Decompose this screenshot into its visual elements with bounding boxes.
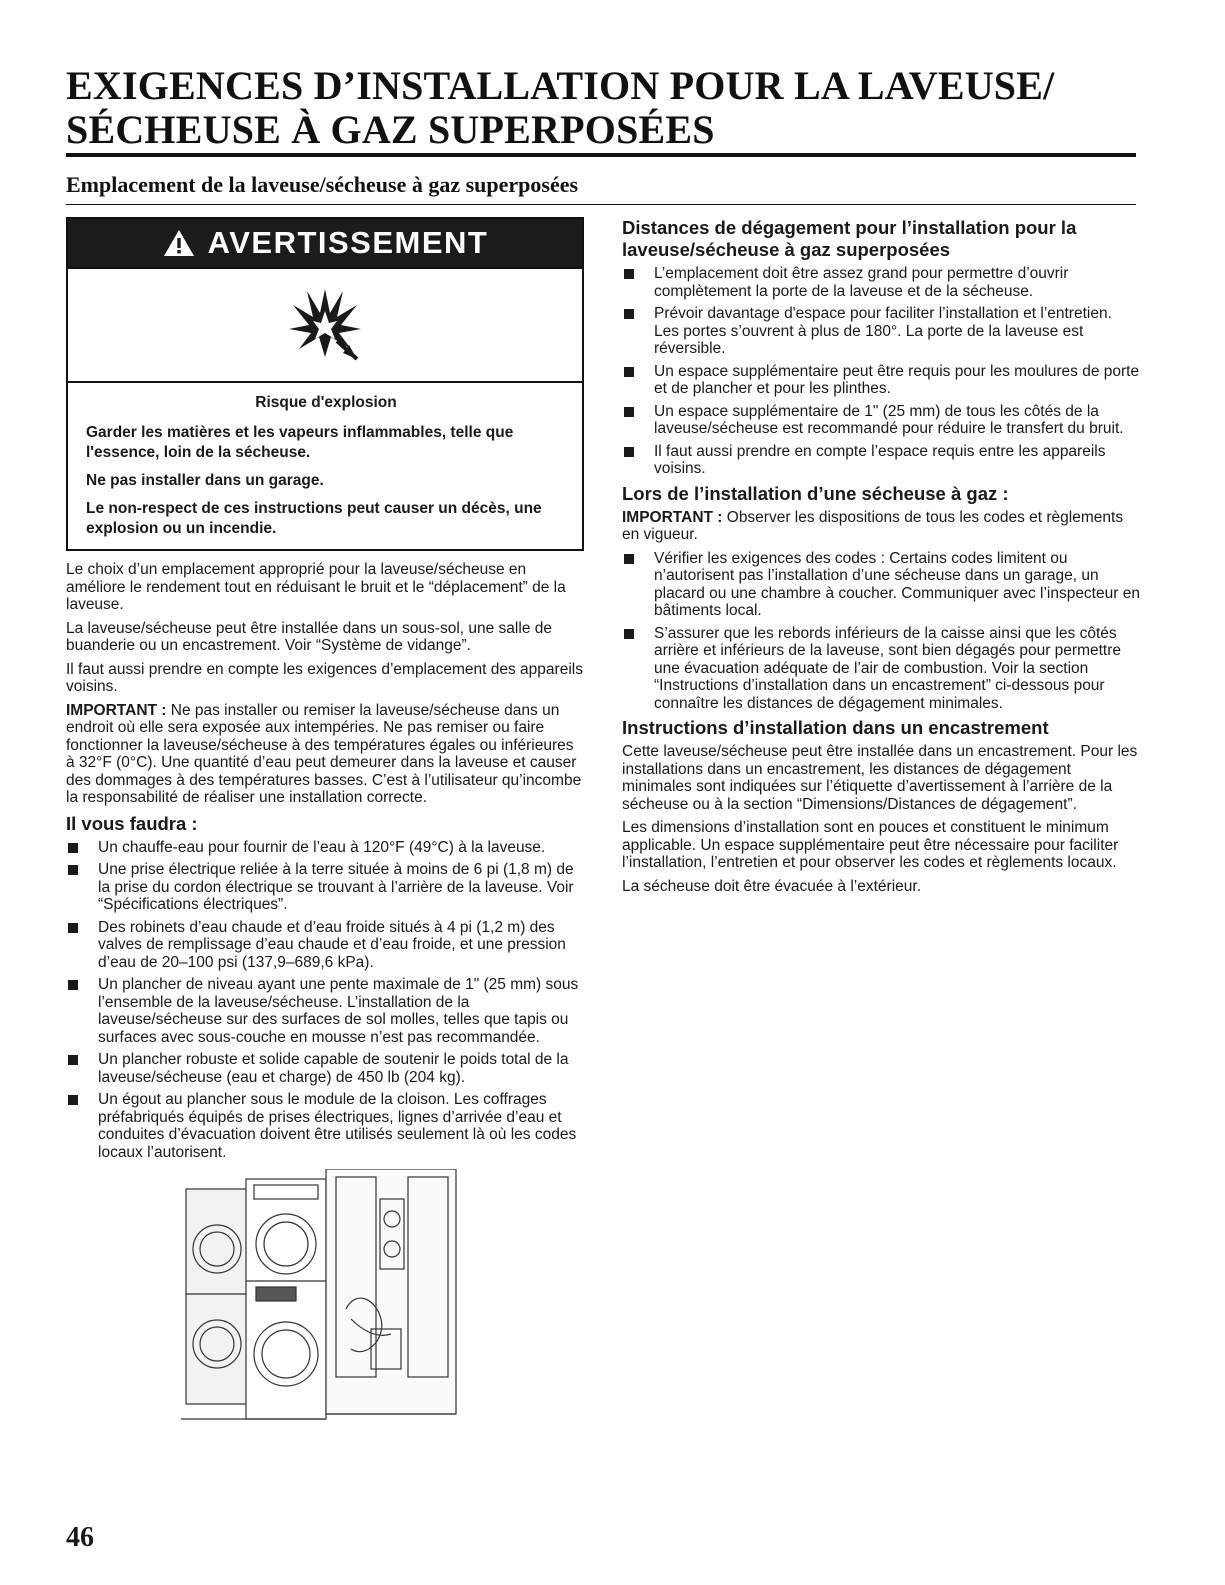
section-rule — [66, 204, 1136, 205]
bullet-square-icon — [68, 1095, 78, 1105]
needs-heading: Il vous faudra : — [66, 812, 198, 834]
right-text — [622, 217, 1140, 895]
list-item: Des robinets d’eau chaude et d’eau froide situés à 4 pi (1,2 m) des valves de remplissage d’eau chaude et d’eau froide, et une pression d’eau de 20–100 psi (137,9–689,6 kPa). — [66, 919, 584, 972]
bullet-square-icon — [624, 407, 634, 417]
bullet-square-icon — [68, 980, 78, 990]
bullet-square-icon — [68, 865, 78, 875]
gas-list — [622, 550, 1140, 713]
paragraph: La laveuse/sécheuse peut être installée dans un sous-sol, une salle de buanderie ou un encastrement. Voir “Système de vidange”. — [66, 619, 552, 654]
important-text: Observer les dispositions de tous les codes et règlements en vigueur. — [622, 508, 1124, 543]
bullet-square-icon — [624, 269, 634, 279]
warning-banner — [68, 219, 582, 269]
explosion-icon — [285, 283, 365, 368]
right-column — [622, 217, 1140, 901]
left-text — [66, 561, 584, 1161]
clearance-list — [622, 265, 1140, 478]
list-item: Une prise électrique reliée à la terre située à moins de 6 pi (1,8 m) de la prise du cordon électrique se trouvant à l’arrière de la laveuse. Voir “Spécifications électriques”. — [66, 861, 584, 914]
section-heading: Emplacement de la laveuse/sécheuse à gaz superposées — [66, 172, 579, 197]
clearance-heading: Distances de dégagement pour l’installation pour la laveuse/sécheuse à gaz superposées — [622, 217, 1077, 260]
paragraph: Les dimensions d’installation sont en pouces et constituent le minimum applicable. Un espace supplémentaire peut être nécessaire pour faciliter l’installation, l’entretien et pour observer les codes et règlements locaux. — [622, 819, 1119, 871]
list-item: Prévoir davantage d'espace pour faciliter l’installation et l’entretien. Les portes s’ouvrent à plus de 180°. La porte de la laveuse est réversible. — [622, 305, 1140, 358]
important-label: IMPORTANT : — [622, 508, 723, 526]
important-label: IMPORTANT : — [66, 701, 167, 719]
needs-list — [66, 839, 584, 1162]
list-item: Il faut aussi prendre en compte l’espace requis entre les appareils voisins. — [622, 443, 1140, 478]
warning-triangle-icon — [162, 228, 196, 258]
bullet-square-icon — [68, 843, 78, 853]
gas-important-paragraph — [622, 509, 1140, 544]
bullet-square-icon — [624, 447, 634, 457]
warning-line: Le non-respect de ces instructions peut causer un décès, une explosion ou un incendie. — [86, 500, 542, 537]
gas-heading: Lors de l’installation d’une sécheuse à gaz : — [622, 482, 1009, 504]
important-text: Ne pas installer ou remiser la laveuse/sécheuse dans un endroit où elle sera exposée aux intempéries. Ne pas remiser ou faire fonctionner la laveuse/sécheuse à des températures égales ou inférieures à 32°F (0°C). Une quantité d’eau peut demeurer dans la laveuse et causer des dommages à des températures basses. C’est à l’utilisateur qu’incombe la responsabilité de réaliser une installation correcte. — [66, 701, 582, 806]
list-item: S’assurer que les rebords inférieurs de la caisse ainsi que les côtés arrière et inférieurs de la laveuse, sont bien dégagés pour permettre une évacuation adéquate de l’air de combustion. Voir la section “Instructions d’installation dans un encastrement” ci-dessous pour connaître les distances de dégagement minimales. — [622, 625, 1140, 713]
list-item: Un espace supplémentaire peut être requis pour les moulures de porte et de plancher et pour les plinthes. — [622, 363, 1140, 398]
list-item: Vérifier les exigences des codes : Certains codes limitent ou n’autorisent pas l’installation d’une sécheuse dans un garage, un placard ou une chambre à coucher. Communiquer avec l’inspecteur en bâtiments local. — [622, 550, 1140, 620]
bullet-square-icon — [624, 309, 634, 319]
warning-label: AVERTISSEMENT — [207, 225, 489, 260]
bullet-square-icon — [624, 367, 634, 377]
paragraph: La sécheuse doit être évacuée à l’extérieur. — [622, 877, 921, 895]
list-item: Un égout au plancher sous le module de la cloison. Les coffrages préfabriqués équipés de prises électriques, lignes d’arrivée d’eau et conduites d’évacuation doivent être utilisés seulement là où les codes locaux l’autorisent. — [66, 1091, 584, 1161]
list-item: Un chauffe-eau pour fournir de l’eau à 120°F (49°C) à la laveuse. — [66, 839, 584, 857]
paragraph: Cette laveuse/sécheuse peut être installée dans un encastrement. Pour les installations dans un encastrement, les distances de dégagement minimales sont indiquées sur l’étiquette d’avertissement à l’arrière de la sécheuse ou à la section “Dimensions/Distances de dégagement”. — [622, 743, 1138, 813]
appliance-illustration — [176, 1169, 466, 1424]
explosion-area — [68, 269, 582, 383]
bullet-square-icon — [68, 923, 78, 933]
warning-line: Ne pas installer dans un garage. — [86, 472, 324, 489]
paragraph: Il faut aussi prendre en compte les exigences d’emplacement des appareils voisins. — [66, 660, 583, 695]
left-column — [66, 217, 584, 1424]
list-item: Un plancher robuste et solide capable de soutenir le poids total de la laveuse/sécheuse (eau et charge) de 450 lb (204 kg). — [66, 1051, 584, 1086]
warning-risk: Risque d'explosion — [255, 394, 397, 411]
page-number: 46 — [66, 1522, 94, 1553]
warning-body — [68, 383, 582, 549]
important-paragraph — [66, 702, 584, 807]
paragraph: Le choix d’un emplacement approprié pour la laveuse/sécheuse en améliore le rendement tout en réduisant le bruit et le “déplacement” de la laveuse. — [66, 561, 566, 613]
page-title: EXIGENCES D’INSTALLATION POUR LA LAVEUSE/ SÉCHEUSE À GAZ SUPERPOSÉES — [66, 63, 1055, 152]
list-item: L’emplacement doit être assez grand pour permettre d’ouvrir complètement la porte de la laveuse et de la sécheuse. — [622, 265, 1140, 300]
list-item: Un plancher de niveau ayant une pente maximale de 1" (25 mm) sous l’ensemble de la laveuse/sécheuse. L’installation de la laveuse/sécheuse sur des surfaces de sol molles, telles que tapis ou surfaces avec sous-couche en mousse n’est pas recommandée. — [66, 976, 584, 1046]
bullet-square-icon — [624, 554, 634, 564]
title-rule — [66, 153, 1136, 157]
bullet-square-icon — [68, 1055, 78, 1065]
list-item: Un espace supplémentaire de 1" (25 mm) de tous les côtés de la laveuse/sécheuse est recommandé pour réduire le transfert du bruit. — [622, 403, 1140, 438]
bullet-square-icon — [624, 629, 634, 639]
recess-heading: Instructions d’installation dans un encastrement — [622, 717, 1049, 738]
warning-box — [66, 217, 584, 551]
warning-line: Garder les matières et les vapeurs inflammables, telle que l'essence, loin de la sécheuse. — [86, 424, 514, 461]
